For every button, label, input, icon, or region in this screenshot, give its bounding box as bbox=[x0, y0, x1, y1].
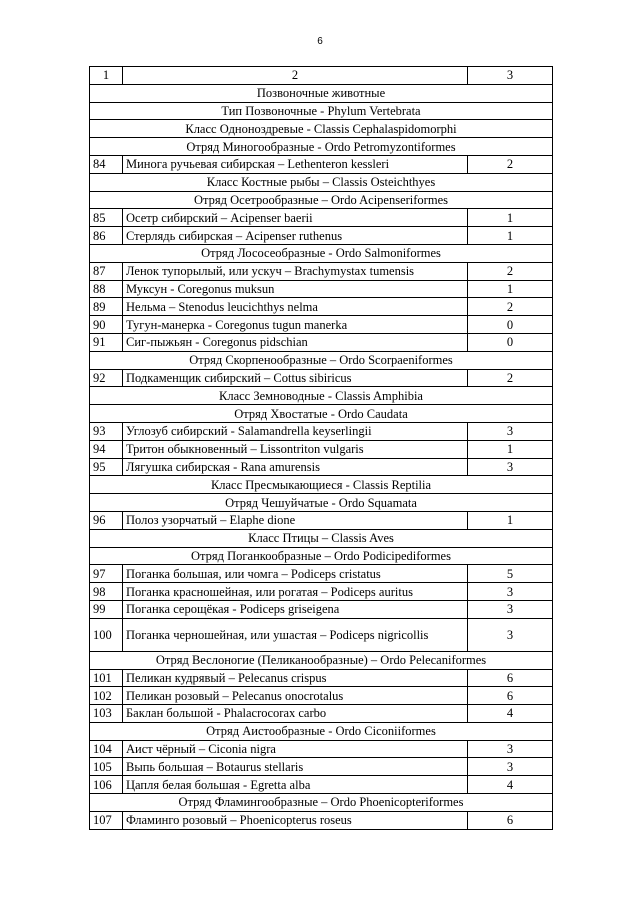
row-number: 87 bbox=[90, 262, 123, 280]
page-number: 6 bbox=[317, 36, 323, 47]
header-col-1: 1 bbox=[90, 67, 123, 85]
section-row bbox=[90, 173, 553, 191]
category-value: 4 bbox=[468, 705, 553, 723]
section-title: Отряд Скорпенообразные – Ordo Scorpaeniformes bbox=[90, 351, 553, 369]
category-value: 2 bbox=[468, 155, 553, 173]
section-row bbox=[90, 494, 553, 512]
table-header-row bbox=[90, 67, 553, 85]
species-row bbox=[90, 369, 553, 387]
species-name: Полоз узорчатый – Elaphe dione bbox=[123, 511, 468, 529]
section-title: Отряд Аистообразные - Ordo Ciconiiformes bbox=[90, 722, 553, 740]
species-name: Муксун - Coregonus muksun bbox=[123, 280, 468, 298]
species-name: Подкаменщик сибирский – Cottus sibiricus bbox=[123, 369, 468, 387]
section-row bbox=[90, 84, 553, 102]
section-row bbox=[90, 351, 553, 369]
section-title: Отряд Поганкообразные – Ordo Podicipediformes bbox=[90, 547, 553, 565]
species-row bbox=[90, 298, 553, 316]
species-name: Тритон обыкновенный – Lissontriton vulgaris bbox=[123, 440, 468, 458]
section-title: Отряд Фламингообразные – Ordo Phoenicopteriformes bbox=[90, 794, 553, 812]
row-number: 97 bbox=[90, 565, 123, 583]
section-row bbox=[90, 191, 553, 209]
species-name: Поганка черношейная, или ушастая – Podiceps nigricollis bbox=[123, 618, 468, 651]
row-number: 89 bbox=[90, 298, 123, 316]
species-row bbox=[90, 583, 553, 601]
species-row bbox=[90, 705, 553, 723]
species-row bbox=[90, 316, 553, 334]
section-row bbox=[90, 529, 553, 547]
species-name: Пеликан розовый – Pelecanus onocrotalus bbox=[123, 687, 468, 705]
species-name: Лягушка сибирская - Rana amurensis bbox=[123, 458, 468, 476]
header-col-3: 3 bbox=[468, 67, 553, 85]
row-number: 107 bbox=[90, 811, 123, 829]
category-value: 0 bbox=[468, 333, 553, 351]
row-number: 99 bbox=[90, 600, 123, 618]
species-name: Минога ручьевая сибирская – Lethenteron kessleri bbox=[123, 155, 468, 173]
species-row bbox=[90, 333, 553, 351]
species-name: Аист чёрный – Ciconia nigra bbox=[123, 740, 468, 758]
row-number: 106 bbox=[90, 776, 123, 794]
species-name: Поганка красношейная, или рогатая – Podiceps auritus bbox=[123, 583, 468, 601]
species-name: Пеликан кудрявый – Pelecanus crispus bbox=[123, 669, 468, 687]
species-name: Баклан большой - Phalacrocorax carbo bbox=[123, 705, 468, 723]
category-value: 1 bbox=[468, 280, 553, 298]
section-row bbox=[90, 547, 553, 565]
row-number: 91 bbox=[90, 333, 123, 351]
species-row bbox=[90, 422, 553, 440]
section-title: Класс Костные рыбы – Classis Osteichthyes bbox=[90, 173, 553, 191]
category-value: 1 bbox=[468, 440, 553, 458]
category-value: 6 bbox=[468, 669, 553, 687]
row-number: 85 bbox=[90, 209, 123, 227]
category-value: 3 bbox=[468, 600, 553, 618]
species-row bbox=[90, 669, 553, 687]
species-name: Углозуб сибирский - Salamandrella keyserlingii bbox=[123, 422, 468, 440]
species-name: Поганка большая, или чомга – Podiceps cristatus bbox=[123, 565, 468, 583]
row-number: 105 bbox=[90, 758, 123, 776]
section-title: Отряд Лососеобразные - Ordo Salmoniformes bbox=[90, 244, 553, 262]
species-row bbox=[90, 758, 553, 776]
row-number: 100 bbox=[90, 618, 123, 651]
category-value: 1 bbox=[468, 227, 553, 245]
species-name: Фламинго розовый – Phoenicopterus roseus bbox=[123, 811, 468, 829]
species-row bbox=[90, 155, 553, 173]
section-title: Отряд Миногообразные - Ordo Petromyzontiformes bbox=[90, 138, 553, 156]
species-name: Тугун-манерка - Coregonus tugun manerka bbox=[123, 316, 468, 334]
species-name: Осетр сибирский – Acipenser baerii bbox=[123, 209, 468, 227]
header-col-2: 2 bbox=[123, 67, 468, 85]
species-table bbox=[89, 66, 553, 830]
section-row bbox=[90, 405, 553, 423]
section-row bbox=[90, 476, 553, 494]
row-number: 90 bbox=[90, 316, 123, 334]
row-number: 84 bbox=[90, 155, 123, 173]
species-row bbox=[90, 565, 553, 583]
category-value: 2 bbox=[468, 369, 553, 387]
category-value: 0 bbox=[468, 316, 553, 334]
species-row bbox=[90, 209, 553, 227]
section-title: Класс Птицы – Classis Aves bbox=[90, 529, 553, 547]
section-title: Отряд Осетрообразные – Ordo Acipenseriformes bbox=[90, 191, 553, 209]
species-row bbox=[90, 811, 553, 829]
row-number: 103 bbox=[90, 705, 123, 723]
category-value: 3 bbox=[468, 618, 553, 651]
species-name: Нельма – Stenodus leucichthys nelma bbox=[123, 298, 468, 316]
section-title: Отряд Хвостатые - Ordo Caudata bbox=[90, 405, 553, 423]
species-name: Поганка серощёкая - Podiceps griseigena bbox=[123, 600, 468, 618]
species-name: Выпь большая – Botaurus stellaris bbox=[123, 758, 468, 776]
category-value: 3 bbox=[468, 758, 553, 776]
species-name: Сиг-пыжьян - Coregonus pidschian bbox=[123, 333, 468, 351]
category-value: 3 bbox=[468, 458, 553, 476]
section-row bbox=[90, 244, 553, 262]
section-title: Класс Одноноздревые - Classis Cephalaspidomorphi bbox=[90, 120, 553, 138]
category-value: 4 bbox=[468, 776, 553, 794]
species-name: Ленок тупорылый, или ускуч – Brachymystax tumensis bbox=[123, 262, 468, 280]
section-row bbox=[90, 651, 553, 669]
row-number: 93 bbox=[90, 422, 123, 440]
species-row bbox=[90, 687, 553, 705]
section-title: Отряд Чешуйчатые - Ordo Squamata bbox=[90, 494, 553, 512]
category-value: 3 bbox=[468, 740, 553, 758]
row-number: 101 bbox=[90, 669, 123, 687]
species-name: Стерлядь сибирская – Acipenser ruthenus bbox=[123, 227, 468, 245]
category-value: 5 bbox=[468, 565, 553, 583]
section-title: Класс Пресмыкающиеся - Classis Reptilia bbox=[90, 476, 553, 494]
species-row bbox=[90, 618, 553, 651]
row-number: 102 bbox=[90, 687, 123, 705]
species-row bbox=[90, 776, 553, 794]
category-value: 2 bbox=[468, 262, 553, 280]
category-value: 1 bbox=[468, 209, 553, 227]
species-row bbox=[90, 458, 553, 476]
section-title: Позвоночные животные bbox=[90, 84, 553, 102]
row-number: 92 bbox=[90, 369, 123, 387]
row-number: 94 bbox=[90, 440, 123, 458]
section-row bbox=[90, 138, 553, 156]
section-row bbox=[90, 102, 553, 120]
species-row bbox=[90, 740, 553, 758]
species-row bbox=[90, 511, 553, 529]
species-row bbox=[90, 227, 553, 245]
section-row bbox=[90, 120, 553, 138]
section-title: Отряд Веслоногие (Пеликанообразные) – Ordo Pelecaniformes bbox=[90, 651, 553, 669]
section-title: Тип Позвоночные - Phylum Vertebrata bbox=[90, 102, 553, 120]
section-title: Класс Земноводные - Classis Amphibia bbox=[90, 387, 553, 405]
row-number: 96 bbox=[90, 511, 123, 529]
species-row bbox=[90, 262, 553, 280]
row-number: 104 bbox=[90, 740, 123, 758]
row-number: 88 bbox=[90, 280, 123, 298]
species-row bbox=[90, 600, 553, 618]
category-value: 2 bbox=[468, 298, 553, 316]
section-row bbox=[90, 387, 553, 405]
category-value: 3 bbox=[468, 422, 553, 440]
species-row bbox=[90, 280, 553, 298]
category-value: 1 bbox=[468, 511, 553, 529]
section-row bbox=[90, 722, 553, 740]
species-row bbox=[90, 440, 553, 458]
row-number: 86 bbox=[90, 227, 123, 245]
category-value: 6 bbox=[468, 811, 553, 829]
species-name: Цапля белая большая - Egretta alba bbox=[123, 776, 468, 794]
section-row bbox=[90, 794, 553, 812]
category-value: 6 bbox=[468, 687, 553, 705]
row-number: 98 bbox=[90, 583, 123, 601]
category-value: 3 bbox=[468, 583, 553, 601]
row-number: 95 bbox=[90, 458, 123, 476]
